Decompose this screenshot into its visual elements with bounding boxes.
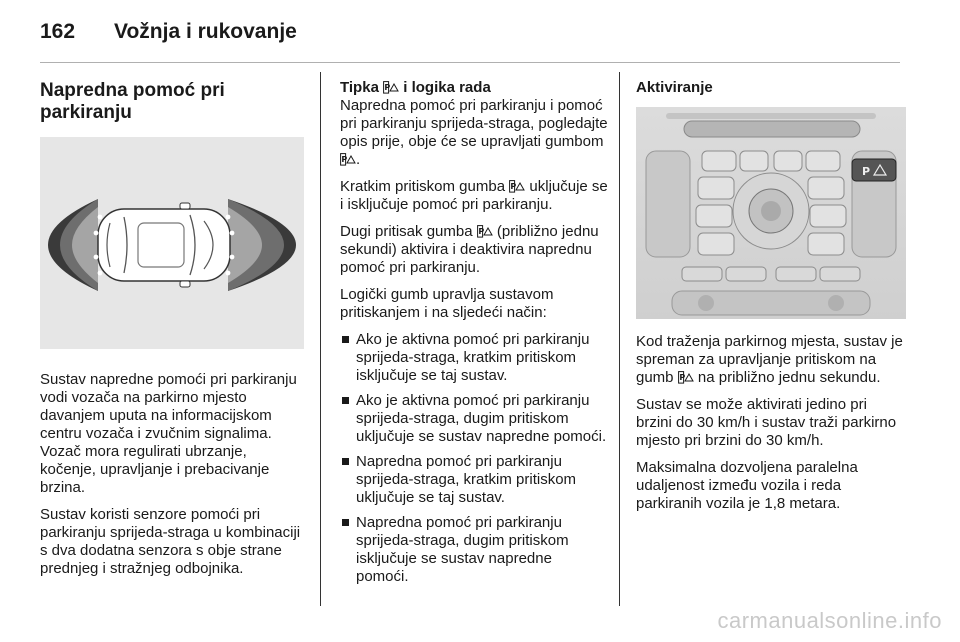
paragraph-text: uključuje se i isključuje pomoć pri parkiranju. [340,178,608,213]
car-sensor-diagram [40,137,304,349]
subtitle-text: i logika rada [403,79,491,96]
bullet-list [340,331,608,586]
column-divider [619,72,620,606]
paragraph [340,97,608,169]
subsection-title: Aktiviranje [636,79,713,96]
paragraph: Sustav se može aktivirati jedino pri brzini do 30 km/h i sustav traži parkirno mjesto pri brzini do 30 km/h. [636,396,897,449]
section-title: Napredna pomoć pri parkiranju [40,80,225,123]
paragraph [340,223,608,277]
paragraph-text: Kratkim pritiskom gumba [340,178,506,195]
console-figure [636,107,906,319]
svg-text:P: P [384,83,391,92]
list-item [340,514,608,586]
column-divider [320,72,321,606]
parking-assist-icon [678,371,694,384]
column-middle [340,72,608,593]
parking-assist-icon [509,180,525,193]
list-item-text: Napredna pomoć pri parkiranju sprijeda-straga, dugim pritiskom isključuje se sustav napredne pomoći. [356,514,569,585]
parking-assist-icon [383,81,399,94]
column-left [40,72,304,587]
paragraph [340,178,608,214]
page-number: 162 [40,20,76,43]
svg-text:P: P [341,155,348,164]
svg-text:P: P [510,182,517,191]
list-item-text: Ako je aktivna pomoć pri parkiranju sprijeda-straga, kratkim pritiskom isključuje se taj sustav. [356,331,590,384]
list-item [340,331,608,385]
paragraph-text: Napredna pomoć pri parkiranju i pomoć pri parkiranju sprijeda-straga, pogledajte opis prije, obje će se upravljati gumbom [340,97,608,150]
svg-text:P: P [862,165,871,178]
parking-assist-icon [340,153,356,166]
list-item-text: Ako je aktivna pomoć pri parkiranju sprijeda-straga, dugim pritiskom uključuje se sustav napredne pomoći. [356,392,607,445]
paragraph-text: na približno jednu sekundu. [697,369,881,386]
paragraph: Sustav napredne pomoći pri parkiranju vodi vozača na parkirno mjesto davanjem uputa na informacijskom centru vozača i zvučnim signalima. Vozač mora regulirati ubrzanje, kočenje, upravljanje i prebacivanje brzina. [40,371,297,496]
paragraph-text: (približno jednu sekundi) aktivira i deaktivira naprednu pomoć pri parkiranju. [340,223,599,276]
list-item [340,392,608,446]
column-right [636,72,906,522]
bullet-marker [342,397,349,404]
page-header [40,12,900,63]
subsection-title [340,79,608,97]
paragraph: Maksimalna dozvoljena paralelna udaljenost između vozila i reda parkiranih vozila je 1,8 metara. [636,459,858,512]
watermark: carmanualsonline.info [717,608,942,633]
center-console-diagram [636,107,906,319]
subtitle-text: Tipka [340,79,379,96]
paragraph-text: . [356,151,361,168]
list-item [340,453,608,507]
bullet-marker [342,519,349,526]
bullet-marker [342,458,349,465]
svg-text:P: P [478,227,485,236]
paragraph [636,333,906,387]
paragraph-text: Dugi pritisak gumba [340,223,473,240]
list-item-text: Napredna pomoć pri parkiranju sprijeda-straga, kratkim pritiskom uključuje se taj sustav. [356,453,577,506]
parking-assist-icon [477,225,493,238]
sensor-diagram-figure [40,137,304,349]
chapter-title: Vožnja i rukovanje [114,20,297,43]
svg-text:P: P [679,373,685,382]
bullet-marker [342,336,349,343]
paragraph-text: Kod traženja parkirnog mjesta, sustav je spreman za upravljanje pritiskom na gumb [636,333,903,386]
paragraph: Logički gumb upravlja sustavom pritiskanjem i na sljedeći način: [340,286,554,321]
paragraph: Sustav koristi senzore pomoći pri parkiranju sprijeda-straga u kombinaciji s dva dodatna senzora s obje strane prednjeg i stražnjeg odbojnika. [40,506,301,577]
